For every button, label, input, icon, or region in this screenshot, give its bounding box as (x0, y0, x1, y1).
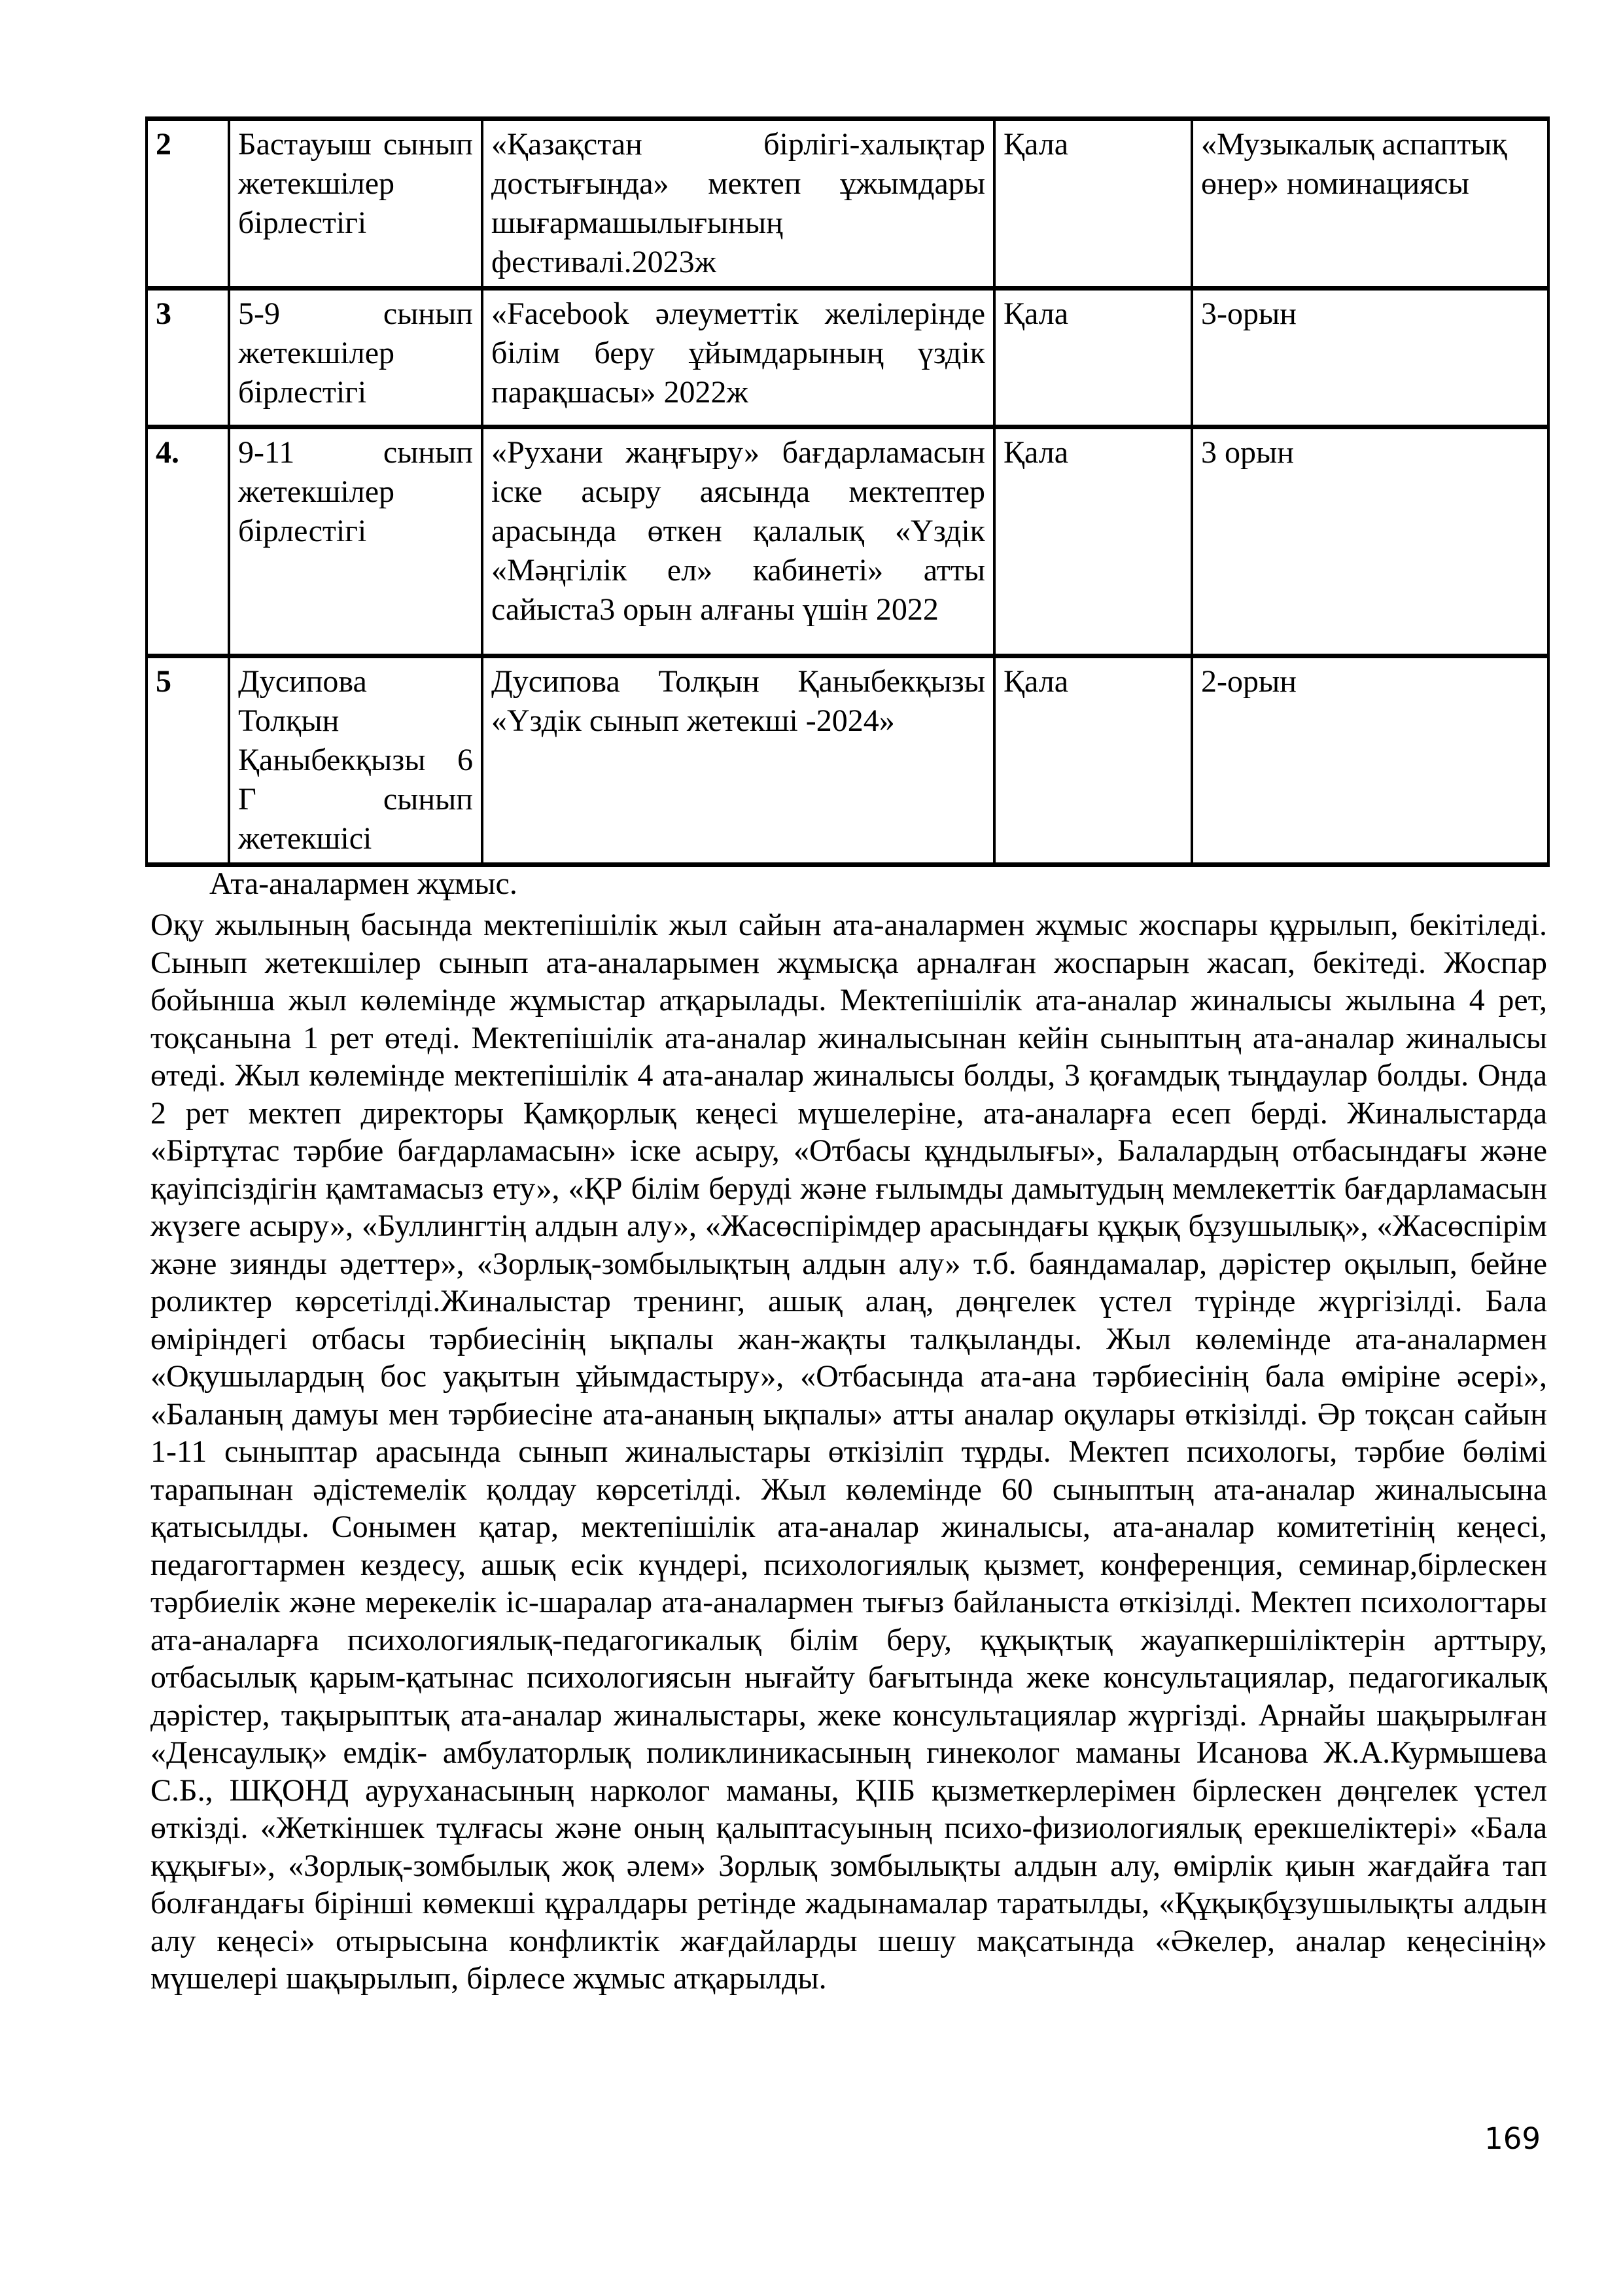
table-row (147, 119, 1548, 289)
result-cell: «Музыкалық аспаптық өнер» номинациясы (1192, 119, 1548, 289)
row-number-cell: 5 (147, 656, 229, 865)
row-number-cell: 2 (147, 119, 229, 289)
event-cell: «Facebook әлеуметтік желілерінде білім беру ұйымдарының үздік парақшасы» 2022ж (482, 289, 994, 427)
level-cell: Қала (994, 427, 1192, 656)
event-cell: Дусипова Толқын Қаныбекқызы «Үздік сынып жетекші -2024» (482, 656, 994, 865)
table-row (147, 427, 1548, 656)
page-number: 169 (1484, 2121, 1541, 2156)
table-row (147, 289, 1548, 427)
row-number-cell: 4. (147, 427, 229, 656)
row-number-cell: 3 (147, 289, 229, 427)
org-cell: 5-9 сынып жетекшілер бірлестігі (229, 289, 482, 427)
level-cell: Қала (994, 656, 1192, 865)
event-cell: «Қазақстан бірлігі-халықтар достығында» мектеп ұжымдары шығармашылығының фестивалі.2023ж (482, 119, 994, 289)
level-cell: Қала (994, 289, 1192, 427)
org-cell: Бастауыш сынып жетекшілер бірлестігі (229, 119, 482, 289)
awards-table (145, 116, 1550, 867)
org-cell: 9-11 сынып жетекшілер бірлестігі (229, 427, 482, 656)
result-cell: 3 орын (1192, 427, 1548, 656)
org-cell: Дусипова Толқын Қаныбекқызы 6 Г сынып жетекшісі (229, 656, 482, 865)
result-cell: 2-орын (1192, 656, 1548, 865)
level-cell: Қала (994, 119, 1192, 289)
body-paragraph: Оқу жылының басында мектепішілік жыл сайын ата-аналармен жұмыс жоспары құрылып, бекітіледі. Сынып жетекшілер сынып ата-аналарымен жұмысқа арналған жоспарын жасап, бекітеді. Жоспар бойынша жыл көлемінде жұмыстар атқарылады. Мектепішілік ата-аналар жиналысы жылына 4 рет, тоқсанына 1 рет өтеді. Мектепішілік ата-аналар жиналысынан кейін сыныптың ата-аналар жиналысы өтеді. Жыл көлемінде мектепішілік 4 ата-аналар жиналысы болды, 3 қоғамдық тыңдаулар болды. Онда 2 рет мектеп директоры Қамқорлық кеңесі мүшелеріне, ата-аналарға есеп берді. Жиналыстарда «Біртұтас тәрбие бағдарламасын» іске асыру, «Отбасы құндылығы», Балалардың отбасындағы және қауіпсіздігін қамтамасыз ету», «ҚР білім беруді және ғылымды дамытудың мемлекеттік бағдарламасын жүзеге асыру», «Буллингтің алдын алу», «Жасөспірімдер арасындағы құқық бұзушылық», «Жасөспірім және зиянды әдеттер», «Зорлық-зомбылықтың алдын алу» т.б. баяндамалар, дәрістер оқылып, бейне роликтер көрсетілді.Жиналыстар тренинг, ашық алаң, дөңгелек үстел түрінде жүргізілді. Бала өміріндегі отбасы тәрбиесінің ықпалы жан-жақты талқыланды. Жыл көлемінде ата-аналармен «Оқушылардың бос уақытын ұйымдастыру», «Отбасында ата-ана тәрбиесінің бала өміріне әсері», «Баланың дамуы мен тәрбиесіне ата-ананың ықпалы» атты аналар оқулары өткізілді. Әр тоқсан сайын 1-11 сыныптар арасында сынып жиналыстары өткізіліп тұрды. Мектеп психологы, тәрбие бөлімі тарапынан әдістемелік қолдау көрсетілді. Жыл көлемінде 60 сыныптың ата-аналар жиналысына қатысылды. Сонымен қатар, мектепішілік ата-аналар жиналысы, ата-аналар комитетінің кеңесі, педагогтармен кездесу, ашық есік күндері, психологиялық қызмет, конференция, семинар,бірлескен тәрбиелік және мерекелік іс-шаралар ата-аналармен тығыз байланыста өткізілді. Мектеп психологтары ата-аналарға психологиялық-педагогикалық білім беру, құқықтық жауапкершіліктерін арттыру, отбасылық қарым-қатынас психологиясын нығайту бағытында жеке консультациялар, педагогикалық дәрістер, тақырыптық ата-аналар жиналыстары, жеке консультациялар жүргізді. Арнайы шақырылған «Денсаулық» емдік- амбулаторлық поликлиникасының гинеколог маманы Исанова Ж.А.Курмышева С.Б., ШҚОНД ауруханасының нарколог маманы, ҚІІБ қызметкерлерімен бірлескен дөңгелек үстел өткізді. «Жеткіншек тұлғасы және оның қалыптасуының психо-физиологиялық ерекшеліктері» «Бала құқығы», «Зорлық-зомбылық жоқ әлем» Зорлық зомбылықты алдын алу, өмірлік қиын жағдайға тап болғандағы бірінші көмекші құралдары ретінде жадынамалар таратылды, «Құқықбұзушылықты алдын алу кеңесі» отырысына конфликтік жағдайларды шешу мақсатында «Әкелер, аналар кеңесінің» мүшелері шақырылып, бірлесе жұмыс атқарылды. (150, 908, 1547, 1996)
result-cell: 3-орын (1192, 289, 1548, 427)
table-row (147, 656, 1548, 865)
section-heading: Ата-аналармен жұмыс. (209, 866, 517, 901)
event-cell: «Рухани жаңғыру» бағдарламасын іске асыру аясында мектептер арасында өткен қалалық «Үздік «Мәңгілік ел» кабинеті» атты сайыста3 орын алғаны үшін 2022 (482, 427, 994, 656)
